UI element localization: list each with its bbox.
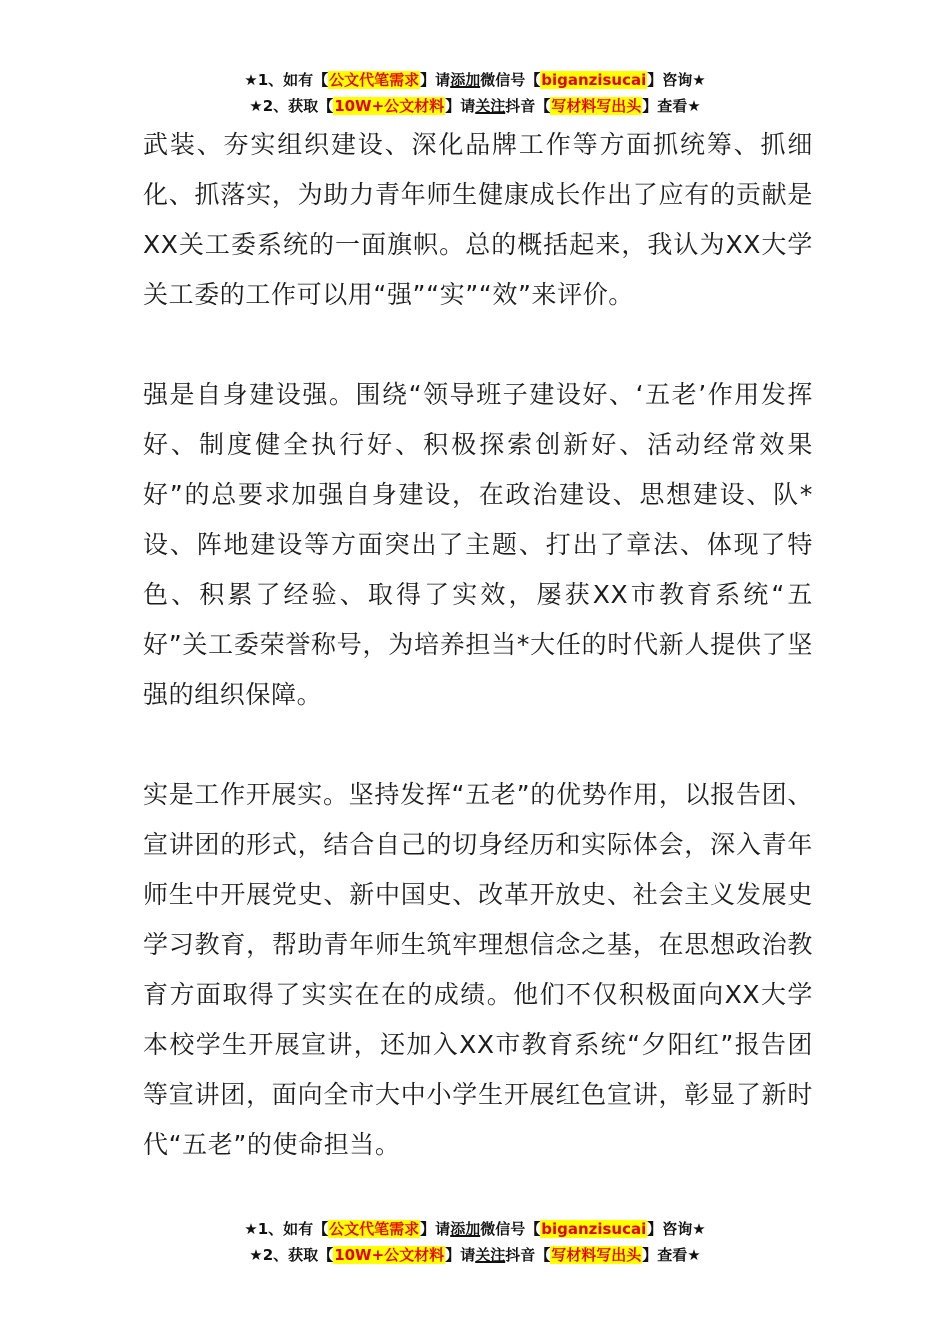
banner-text: ★1、如有【 (244, 71, 329, 89)
banner-text: 微信号【 (480, 71, 541, 89)
banner-text: 微信号【 (480, 1220, 541, 1238)
highlight-douyin-account: 写材料写出头 (551, 1246, 642, 1264)
banner-emphasis: 关注 (475, 1246, 506, 1264)
paragraph: 实是工作开展实。坚持发挥“五老”的优势作用，以报告团、宣讲团的形式，结合自己的切身经历和实际体会，深入青年师生中开展党史、新中国史、改革开放史、社会主义发展史学习教育，帮助青年师生筑牢理想信念之基，在思想政治教育方面取得了实实在在的成绩。他们不仅积极面向XX大学本校学生开展宣讲，还加入XX市教育系统“夕阳红”报告团等宣讲团，面向全市大中小学生开展红色宣讲，彰显了新时代“五老”的使命担当。 (143, 780, 813, 1159)
footer-banner (0, 1216, 950, 1268)
banner-emphasis: 添加 (450, 1220, 481, 1238)
banner-text: 】请 (445, 1246, 476, 1264)
banner-text: 抖音【 (505, 97, 551, 115)
banner-text: 】请 (420, 1220, 451, 1238)
highlight-wechat-id: biganzisucai (541, 1220, 647, 1238)
banner-text: ★1、如有【 (244, 1220, 329, 1238)
highlight-service: 公文代笔需求 (329, 1220, 420, 1238)
banner-text: 抖音【 (505, 1246, 551, 1264)
highlight-douyin-account: 写材料写出头 (551, 97, 642, 115)
paragraph: 强是自身建设强。围绕“领导班子建设好、‘五老’作用发挥好、制度健全执行好、积极探索创新好、活动经常效果好”的总要求加强自身建设，在政治建设、思想建设、队*设、阵地建设等方面突出了主题、打出了章法、体现了特色、积累了经验、取得了实效，屡获XX市教育系统“五好”关工委荣誉称号，为培养担当*大任的时代新人提供了坚强的组织保障。 (143, 380, 813, 709)
highlight-service: 公文代笔需求 (329, 71, 420, 89)
banner-line-2 (0, 93, 950, 119)
banner-text: 】查看★ (642, 1246, 701, 1264)
document-body (143, 120, 813, 1170)
header-banner (0, 67, 950, 119)
banner-emphasis: 添加 (450, 71, 481, 89)
banner-text: 】咨询★ (647, 71, 706, 89)
highlight-materials: 10W+公文材料 (334, 1246, 445, 1264)
banner-text: ★2、获取【 (249, 97, 334, 115)
highlight-materials: 10W+公文材料 (334, 97, 445, 115)
banner-line-1 (0, 67, 950, 93)
highlight-wechat-id: biganzisucai (541, 71, 647, 89)
paragraph: 武装、夯实组织建设、深化品牌工作等方面抓统筹、抓细化、抓落实，为助力青年师生健康成长作出了应有的贡献是XX关工委系统的一面旗帜。总的概括起来，我认为XX大学关工委的工作可以用“强”“实”“效”来评价。 (143, 130, 813, 309)
banner-text: 】咨询★ (647, 1220, 706, 1238)
banner-text: 】请 (445, 97, 476, 115)
banner-text: 】查看★ (642, 97, 701, 115)
banner-text: ★2、获取【 (249, 1246, 334, 1264)
banner-emphasis: 关注 (475, 97, 506, 115)
banner-text: 】请 (420, 71, 451, 89)
banner-line-2 (0, 1242, 950, 1268)
banner-line-1 (0, 1216, 950, 1242)
